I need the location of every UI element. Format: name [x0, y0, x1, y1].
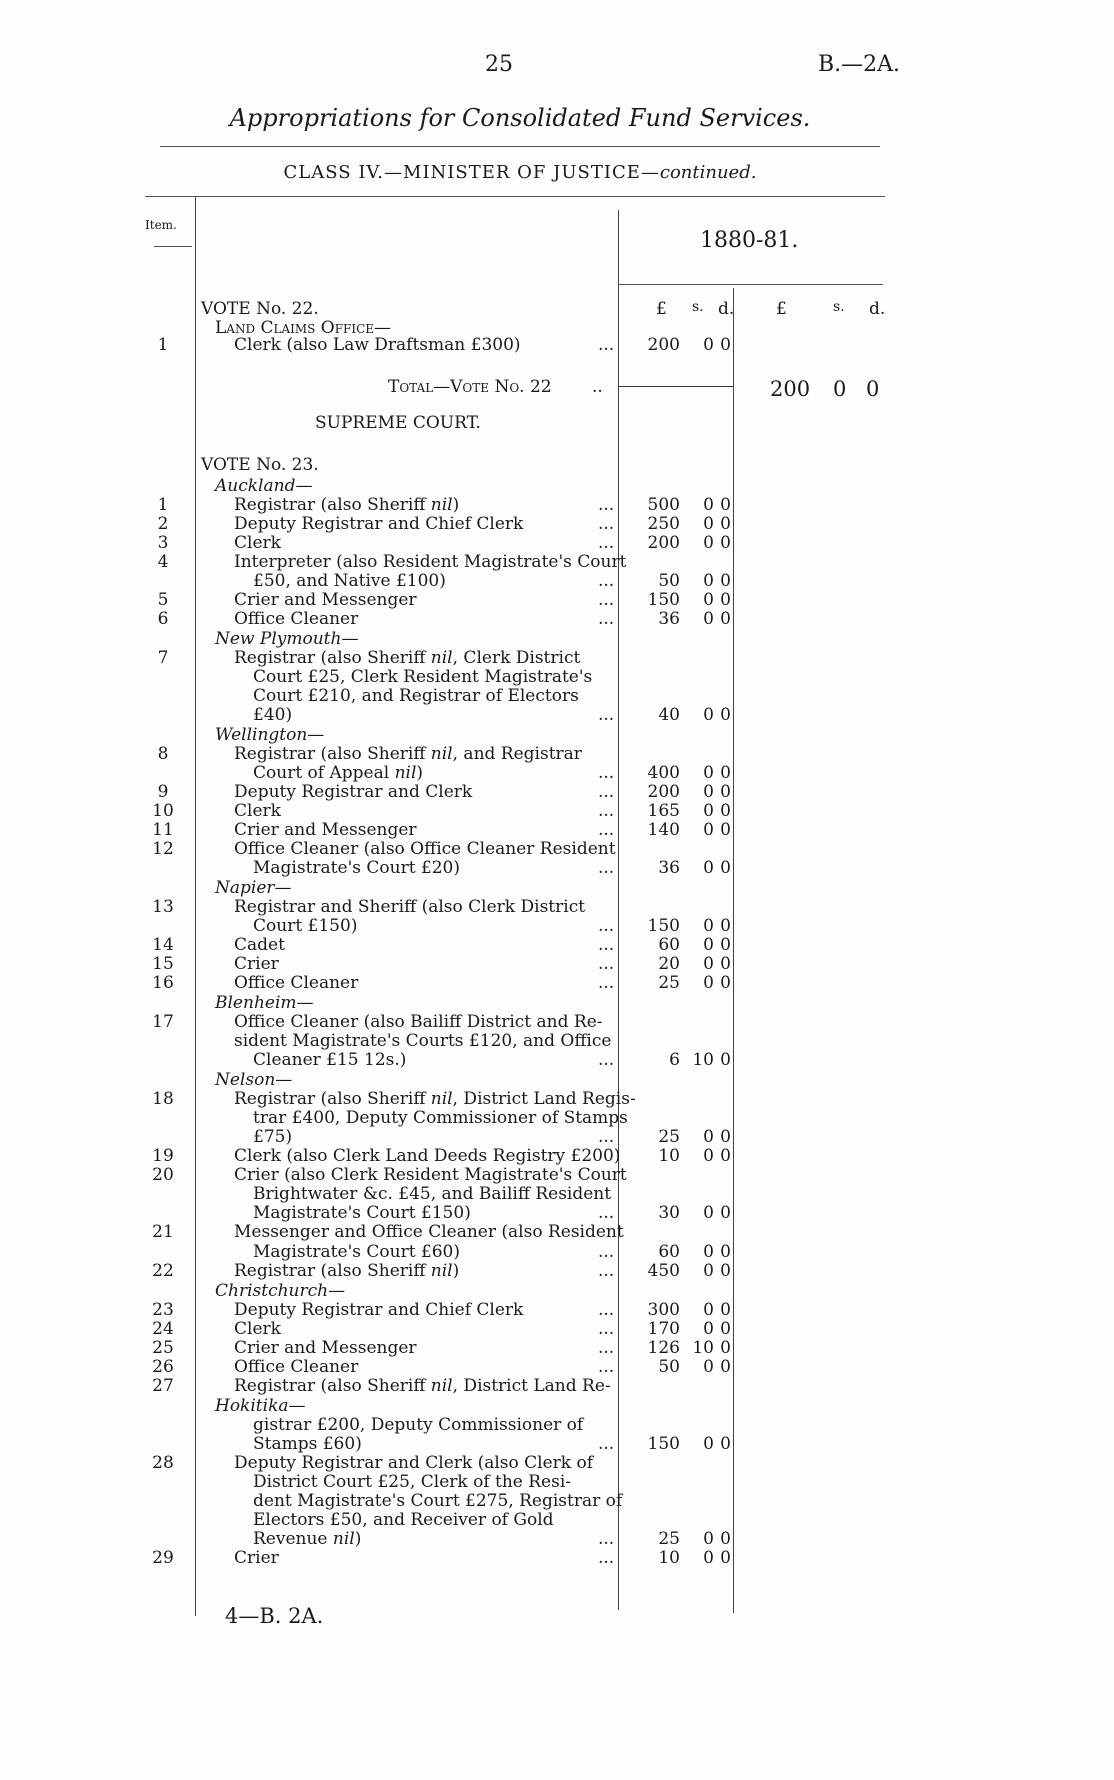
leader-dots: ... — [598, 935, 615, 955]
district-name: Hokitika— — [215, 1396, 306, 1416]
amount-shillings: 0 — [703, 954, 714, 974]
item-description: Court of Appeal nil) — [253, 763, 424, 783]
district-heading — [0, 1282, 1114, 1301]
year-header-rule — [618, 284, 883, 285]
vote-22-heading: VOTE No. 22. — [201, 299, 319, 319]
amount-pence: 0 — [720, 801, 731, 821]
amount-pence: 0 — [720, 1357, 731, 1377]
item-number: 5 — [157, 590, 169, 610]
amount-pence: 0 — [720, 1261, 731, 1281]
amount-shillings: 0 — [703, 1357, 714, 1377]
item-description: Brightwater &c. £45, and Bailiff Resident — [253, 1184, 612, 1204]
item-number: 8 — [157, 744, 169, 764]
table-row — [0, 1090, 1114, 1109]
item-description: Electors £50, and Receiver of Gold — [253, 1510, 554, 1530]
amount-pence: 0 — [720, 609, 731, 629]
item-number: 6 — [157, 609, 169, 629]
leader-dots: ... — [598, 1242, 615, 1262]
amount-pence: 0 — [720, 514, 731, 534]
item-number: 2 — [157, 514, 169, 534]
amount-pence: 0 — [720, 1127, 731, 1147]
item-description: Messenger and Office Cleaner (also Resident — [234, 1222, 624, 1242]
table-row — [0, 1032, 1114, 1051]
item-number: 1 — [157, 335, 169, 355]
district-heading — [0, 477, 1114, 496]
amount-pounds: 140 — [647, 820, 680, 840]
pence-header-total: d. — [869, 299, 886, 319]
item-description: Deputy Registrar and Chief Clerk — [234, 514, 524, 534]
amount-shillings: 0 — [703, 514, 714, 534]
item-header-rule — [154, 246, 192, 247]
table-row — [0, 859, 1114, 878]
amount-shillings: 0 — [703, 1127, 714, 1147]
table-row — [0, 955, 1114, 974]
amount-pounds: 10 — [658, 1146, 680, 1166]
item-description: Office Cleaner (also Office Cleaner Resident — [234, 839, 616, 859]
district-name: Nelson— — [215, 1070, 293, 1090]
item-description: Clerk (also Clerk Land Deeds Registry £200) — [234, 1146, 621, 1166]
item-description: Crier and Messenger — [234, 820, 417, 840]
leader-dots: ... — [598, 973, 615, 993]
item-number: 15 — [152, 954, 174, 974]
page-footer: 4—B. 2A. — [225, 1604, 324, 1628]
table-row — [0, 591, 1114, 610]
amount-pence: 0 — [720, 705, 731, 725]
vote-23-heading: VOTE No. 23. — [201, 455, 319, 475]
item-description: Office Cleaner — [234, 1357, 359, 1377]
amount-shillings: 10 — [692, 1050, 714, 1070]
leader-dots: ... — [598, 1529, 615, 1549]
item-description: Deputy Registrar and Chief Clerk — [234, 1300, 524, 1320]
amount-pounds: 25 — [658, 973, 680, 993]
table-row — [0, 917, 1114, 936]
item-column-header: Item. — [145, 218, 177, 232]
header-top-rule — [145, 196, 885, 197]
item-description: District Court £25, Clerk of the Resi- — [253, 1472, 572, 1492]
leader-dots: ... — [598, 916, 615, 936]
supreme-court-heading: SUPREME COURT. — [315, 413, 481, 433]
amount-pence: 0 — [720, 1203, 731, 1223]
leader-dots: ... — [598, 495, 615, 515]
amount-pence: 0 — [720, 954, 731, 974]
leader-dots: ... — [598, 1203, 615, 1223]
amount-pounds: 300 — [647, 1300, 680, 1320]
vote-22-total-shillings: 0 — [833, 377, 847, 401]
amount-shillings: 0 — [703, 1434, 714, 1454]
amount-pounds: 200 — [647, 782, 680, 802]
item-description: Interpreter (also Resident Magistrate's Court — [234, 552, 627, 572]
item-description: trar £400, Deputy Commissioner of Stamps — [253, 1108, 628, 1128]
table-row — [0, 764, 1114, 783]
amount-shillings: 0 — [703, 609, 714, 629]
amount-pounds: 170 — [647, 1319, 680, 1339]
district-name: Blenheim— — [215, 993, 314, 1013]
item-description: Crier — [234, 1548, 279, 1568]
item-number: 12 — [152, 839, 174, 859]
class-heading — [0, 162, 1040, 183]
amount-shillings: 0 — [703, 916, 714, 936]
amount-pence: 0 — [720, 1146, 731, 1166]
amount-shillings: 0 — [703, 571, 714, 591]
item-number: 3 — [157, 533, 169, 553]
item-description: £50, and Native £100) — [253, 571, 446, 591]
leader-dots: ... — [598, 782, 615, 802]
amount-shillings: 0 — [703, 801, 714, 821]
leader-dots: ... — [598, 335, 615, 355]
item-description: Office Cleaner — [234, 973, 359, 993]
item-description: £75) — [253, 1127, 293, 1147]
table-row — [0, 336, 1114, 355]
amount-pounds: 150 — [647, 590, 680, 610]
amount-pence: 0 — [720, 495, 731, 515]
vote-22-total-label: Total—Vote No. 22 — [388, 377, 552, 397]
table-row — [0, 572, 1114, 591]
item-description: dent Magistrate's Court £275, Registrar of — [253, 1491, 623, 1511]
amount-pounds: 25 — [658, 1529, 680, 1549]
item-number: 28 — [152, 1453, 174, 1473]
leader-dots: ... — [598, 801, 615, 821]
item-number: 11 — [152, 820, 174, 840]
item-number: 24 — [152, 1319, 174, 1339]
leader-dots: ... — [598, 1357, 615, 1377]
table-row — [0, 1128, 1114, 1147]
item-description: Office Cleaner (also Bailiff District and Re- — [234, 1012, 603, 1032]
item-number: 20 — [152, 1165, 174, 1185]
table-row — [0, 668, 1114, 687]
amount-pounds: 36 — [658, 609, 680, 629]
item-description: Revenue nil) — [253, 1529, 362, 1549]
table-row — [0, 706, 1114, 725]
pence-header: d. — [718, 299, 735, 319]
table-row — [0, 1320, 1114, 1339]
amount-pounds: 50 — [658, 571, 680, 591]
table-row — [0, 802, 1114, 821]
table-row — [0, 1530, 1114, 1549]
amount-pence: 0 — [720, 1529, 731, 1549]
amount-shillings: 10 — [692, 1338, 714, 1358]
item-description: Magistrate's Court £20) — [253, 858, 461, 878]
document-reference: B.—2A. — [818, 52, 901, 77]
table-row — [0, 1051, 1114, 1070]
item-description: Magistrate's Court £60) — [253, 1242, 461, 1262]
table-row — [0, 496, 1114, 515]
item-number: 7 — [157, 648, 169, 668]
table-row — [0, 1223, 1114, 1242]
amount-shillings: 0 — [703, 1261, 714, 1281]
amount-pounds: 200 — [647, 533, 680, 553]
amount-pounds: 10 — [658, 1548, 680, 1568]
amount-pounds: 126 — [647, 1338, 680, 1358]
amount-shillings: 0 — [703, 705, 714, 725]
amount-pence: 0 — [720, 1242, 731, 1262]
table-row — [0, 534, 1114, 553]
amount-pounds: 150 — [647, 1434, 680, 1454]
item-description: Court £150) — [253, 916, 358, 936]
district-heading — [0, 1397, 1114, 1416]
amount-pence: 0 — [720, 973, 731, 993]
amount-pounds: 60 — [658, 1242, 680, 1262]
amount-pounds: 400 — [647, 763, 680, 783]
district-name: Wellington— — [215, 725, 325, 745]
table-row — [0, 1511, 1114, 1530]
table-row — [0, 1473, 1114, 1492]
table-row — [0, 745, 1114, 764]
item-number: 16 — [152, 973, 174, 993]
amount-shillings: 0 — [703, 1242, 714, 1262]
table-row — [0, 687, 1114, 706]
vote-22-total-pounds: 200 — [770, 377, 811, 401]
item-description: Court £25, Clerk Resident Magistrate's — [253, 667, 593, 687]
district-name: Napier— — [215, 878, 292, 898]
item-number: 18 — [152, 1089, 174, 1109]
table-row — [0, 1185, 1114, 1204]
table-row — [0, 1166, 1114, 1185]
item-description: gistrar £200, Deputy Commissioner of — [253, 1415, 584, 1435]
amount-pence: 0 — [720, 1434, 731, 1454]
table-row — [0, 1492, 1114, 1511]
item-description: Clerk — [234, 1319, 281, 1339]
amount-shillings: 0 — [703, 935, 714, 955]
table-row — [0, 1339, 1114, 1358]
amount-shillings: 0 — [703, 1319, 714, 1339]
item-number: 25 — [152, 1338, 174, 1358]
table-row — [0, 610, 1114, 629]
item-number: 4 — [157, 552, 169, 572]
land-claims-office-heading: Land Claims Office— — [215, 318, 392, 338]
item-number: 1 — [157, 495, 169, 515]
item-description: sident Magistrate's Courts £120, and Office — [234, 1031, 612, 1051]
total-rule — [618, 386, 733, 387]
district-name: Auckland— — [215, 476, 313, 496]
leader-dots: ... — [598, 858, 615, 878]
amount-shillings: 0 — [703, 1548, 714, 1568]
leader-dots: ... — [598, 954, 615, 974]
table-row — [0, 840, 1114, 859]
table-row — [0, 1435, 1114, 1454]
leader-dots: ... — [598, 1127, 615, 1147]
amount-pence: 0 — [720, 533, 731, 553]
amount-pence: 0 — [720, 820, 731, 840]
item-description: Office Cleaner — [234, 609, 359, 629]
district-heading — [0, 1071, 1114, 1090]
item-description: Magistrate's Court £150) — [253, 1203, 471, 1223]
amount-pounds: 150 — [647, 916, 680, 936]
item-description: Registrar (also Sheriff nil) — [234, 495, 460, 515]
leader-dots: ... — [598, 1319, 615, 1339]
amount-pounds: 36 — [658, 858, 680, 878]
leader-dots: ... — [598, 1548, 615, 1568]
amount-pence: 0 — [720, 858, 731, 878]
table-row — [0, 1416, 1114, 1435]
item-description: Deputy Registrar and Clerk (also Clerk of — [234, 1453, 594, 1473]
leader-dots: ... — [598, 705, 615, 725]
district-heading — [0, 994, 1114, 1013]
district-name: New Plymouth— — [215, 629, 359, 649]
item-number: 14 — [152, 935, 174, 955]
amount-pounds: 500 — [647, 495, 680, 515]
table-row — [0, 649, 1114, 668]
item-description: £40) — [253, 705, 293, 725]
table-row — [0, 898, 1114, 917]
amount-pounds: 165 — [647, 801, 680, 821]
amount-pence: 0 — [720, 590, 731, 610]
page-number: 25 — [485, 52, 513, 77]
item-number: 21 — [152, 1222, 174, 1242]
class-heading-text: CLASS IV.—MINISTER OF JUSTICE— — [283, 162, 660, 183]
amount-pounds: 25 — [658, 1127, 680, 1147]
amount-pence: 0 — [720, 1548, 731, 1568]
district-heading — [0, 630, 1114, 649]
pound-header-total: £ — [776, 299, 787, 319]
table-row — [0, 821, 1114, 840]
amount-pounds: 60 — [658, 935, 680, 955]
amount-shillings: 0 — [703, 782, 714, 802]
leader-dots: ... — [598, 571, 615, 591]
amount-shillings: 0 — [703, 820, 714, 840]
item-description: Deputy Registrar and Clerk — [234, 782, 473, 802]
amount-pounds: 250 — [647, 514, 680, 534]
item-description: Cadet — [234, 935, 285, 955]
amount-pence: 0 — [720, 1338, 731, 1358]
item-description: Registrar (also Sheriff nil, Clerk District — [234, 648, 581, 668]
amount-pence: 0 — [720, 935, 731, 955]
leader-dots: ... — [598, 1434, 615, 1454]
district-heading — [0, 879, 1114, 898]
leader-dots: ... — [598, 533, 615, 553]
district-heading — [0, 726, 1114, 745]
amount-shillings: 0 — [703, 1529, 714, 1549]
item-number: 22 — [152, 1261, 174, 1281]
item-number: 29 — [152, 1548, 174, 1568]
table-row — [0, 1204, 1114, 1223]
item-description: Stamps £60) — [253, 1434, 362, 1454]
item-number: 9 — [157, 782, 169, 802]
item-description: Clerk — [234, 801, 281, 821]
item-description: Registrar (also Sheriff nil, and Registrar — [234, 744, 582, 764]
shillings-header: s. — [692, 299, 704, 315]
amount-pence: 0 — [720, 335, 731, 355]
amount-shillings: 0 — [703, 590, 714, 610]
leader-dots: ... — [598, 590, 615, 610]
vote-22-total-pence: 0 — [866, 377, 880, 401]
item-number: 23 — [152, 1300, 174, 1320]
amount-pounds: 20 — [658, 954, 680, 974]
table-row — [0, 1301, 1114, 1320]
table-row — [0, 936, 1114, 955]
item-description: Crier (also Clerk Resident Magistrate's Court — [234, 1165, 627, 1185]
amount-pence: 0 — [720, 782, 731, 802]
title-rule — [160, 146, 880, 147]
item-description: Registrar and Sheriff (also Clerk District — [234, 897, 586, 917]
pound-header: £ — [656, 299, 667, 319]
leader-dots: ... — [598, 1050, 615, 1070]
table-row — [0, 1358, 1114, 1377]
amount-shillings: 0 — [703, 495, 714, 515]
amount-pounds: 6 — [669, 1050, 680, 1070]
leader-dots: ... — [598, 763, 615, 783]
item-description: Clerk — [234, 533, 281, 553]
item-description: Cleaner £15 12s.) — [253, 1050, 407, 1070]
amount-pence: 0 — [720, 1319, 731, 1339]
table-row — [0, 515, 1114, 534]
table-row — [0, 1109, 1114, 1128]
amount-pounds: 30 — [658, 1203, 680, 1223]
item-description: Court £210, and Registrar of Electors — [253, 686, 579, 706]
shillings-header-total: s. — [833, 299, 845, 315]
item-description: Registrar (also Sheriff nil) — [234, 1261, 460, 1281]
amount-shillings: 0 — [703, 533, 714, 553]
table-row — [0, 1262, 1114, 1281]
amount-pence: 0 — [720, 1300, 731, 1320]
table-row — [0, 1013, 1114, 1032]
item-description: Registrar (also Sheriff nil, District Land Regis- — [234, 1089, 636, 1109]
amount-shillings: 0 — [703, 1203, 714, 1223]
leader-dots: ... — [598, 1338, 615, 1358]
amount-pence: 0 — [720, 1050, 731, 1070]
district-name: Christchurch— — [215, 1281, 346, 1301]
amount-shillings: 0 — [703, 335, 714, 355]
amount-shillings: 0 — [703, 973, 714, 993]
table-row — [0, 1454, 1114, 1473]
table-row — [0, 1549, 1114, 1568]
item-number: 17 — [152, 1012, 174, 1032]
amount-shillings: 0 — [703, 1146, 714, 1166]
year-header: 1880-81. — [700, 228, 799, 253]
item-number: 13 — [152, 897, 174, 917]
amount-pence: 0 — [720, 571, 731, 591]
leader-dots: ... — [598, 609, 615, 629]
amount-pounds: 200 — [647, 335, 680, 355]
table-row — [0, 783, 1114, 802]
item-description: Crier and Messenger — [234, 590, 417, 610]
leader-dots: ... — [598, 820, 615, 840]
leader-dots: ... — [598, 1261, 615, 1281]
table-row — [0, 974, 1114, 993]
amount-pounds: 40 — [658, 705, 680, 725]
item-description: Crier — [234, 954, 279, 974]
item-number: 19 — [152, 1146, 174, 1166]
amount-pence: 0 — [720, 763, 731, 783]
item-number: 26 — [152, 1357, 174, 1377]
item-number: 27 — [152, 1376, 174, 1396]
amount-pounds: 450 — [647, 1261, 680, 1281]
table-row — [0, 1147, 1114, 1166]
class-heading-continued: continued. — [659, 162, 757, 183]
item-number: 10 — [152, 801, 174, 821]
table-row — [0, 1243, 1114, 1262]
amount-pence: 0 — [720, 916, 731, 936]
amount-pounds: 50 — [658, 1357, 680, 1377]
page-title: Appropriations for Consolidated Fund Services. — [229, 104, 811, 132]
table-row — [0, 1377, 1114, 1396]
amount-shillings: 0 — [703, 763, 714, 783]
table-row — [0, 553, 1114, 572]
amount-shillings: 0 — [703, 858, 714, 878]
vote-22-total-dots: .. — [592, 377, 603, 397]
leader-dots: ... — [598, 514, 615, 534]
item-description: Registrar (also Sheriff nil, District Land Re- — [234, 1376, 611, 1396]
item-description: Crier and Messenger — [234, 1338, 417, 1358]
amount-shillings: 0 — [703, 1300, 714, 1320]
item-description: Clerk (also Law Draftsman £300) — [234, 335, 521, 355]
leader-dots: ... — [598, 1300, 615, 1320]
